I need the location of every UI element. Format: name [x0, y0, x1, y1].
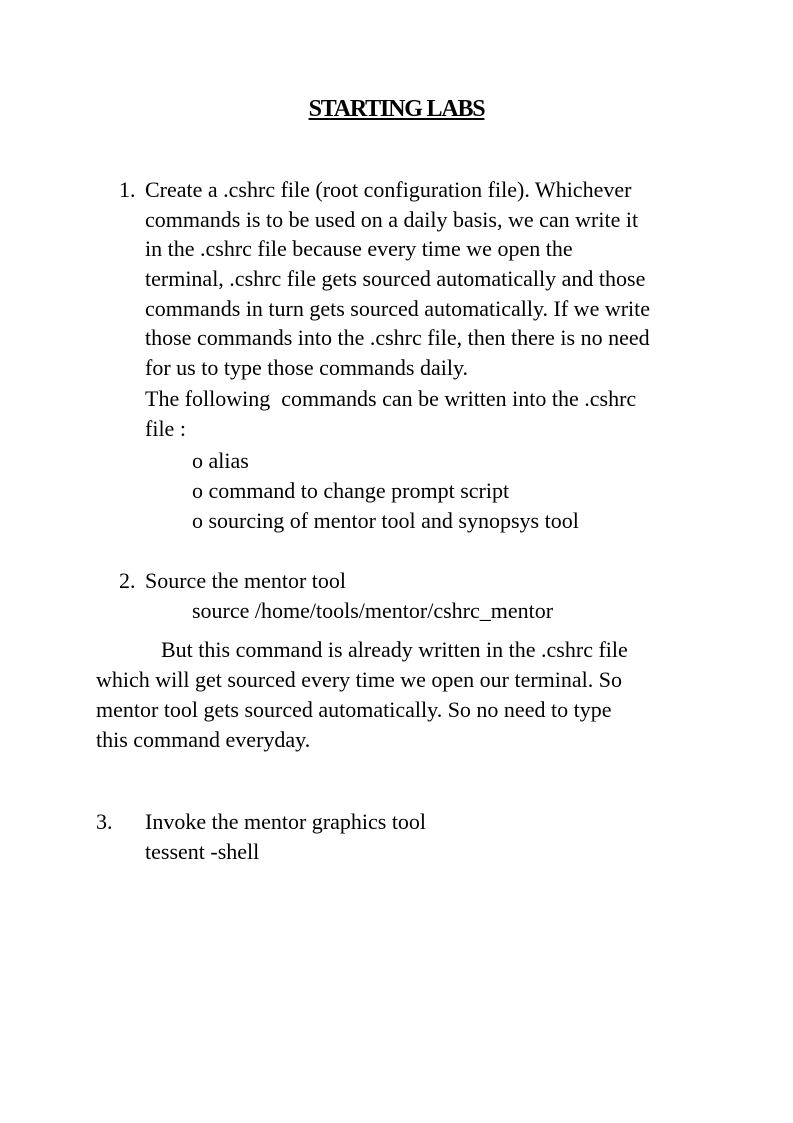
- paragraph-line: mentor tool gets sourced automatically. So no need to type: [96, 697, 612, 722]
- item-number: 2.: [119, 568, 136, 593]
- paragraph-line: Create a .cshrc file (root configuration file). Whichever: [145, 177, 632, 202]
- item-number: 3.: [96, 809, 113, 834]
- paragraph-line: for us to type those commands daily.: [145, 355, 469, 380]
- paragraph-line: this command everyday.: [96, 727, 311, 752]
- paragraph-line: But this command is already written in the .cshrc file: [161, 637, 628, 662]
- item-heading: Invoke the mentor graphics tool: [145, 809, 427, 834]
- paragraph-line: The following commands can be written into the .cshrc: [145, 386, 637, 411]
- paragraph-line: those commands into the .cshrc file, then there is no need: [145, 325, 650, 350]
- paragraph-line: in the .cshrc file because every time we open the: [145, 236, 573, 261]
- paragraph-line: file :: [145, 416, 186, 441]
- paragraph-line: commands in turn gets sourced automatically. If we write: [145, 296, 651, 321]
- paragraph-line: which will get sourced every time we open our terminal. So: [96, 667, 623, 692]
- item-heading: Source the mentor tool: [145, 568, 347, 593]
- paragraph-line: commands is to be used on a daily basis, we can write it: [145, 207, 639, 232]
- bullet-item: o command to change prompt script: [192, 478, 510, 503]
- paragraph-line: terminal, .cshrc file gets sourced automatically and those: [145, 266, 646, 291]
- bullet-item: o alias: [192, 448, 249, 473]
- bullet-item: o sourcing of mentor tool and synopsys tool: [192, 508, 579, 533]
- command-text: tessent -shell: [145, 839, 260, 864]
- item-number: 1.: [119, 177, 136, 202]
- command-text: source /home/tools/mentor/cshrc_mentor: [192, 598, 554, 623]
- page-title: STARTING LABS: [308, 96, 485, 122]
